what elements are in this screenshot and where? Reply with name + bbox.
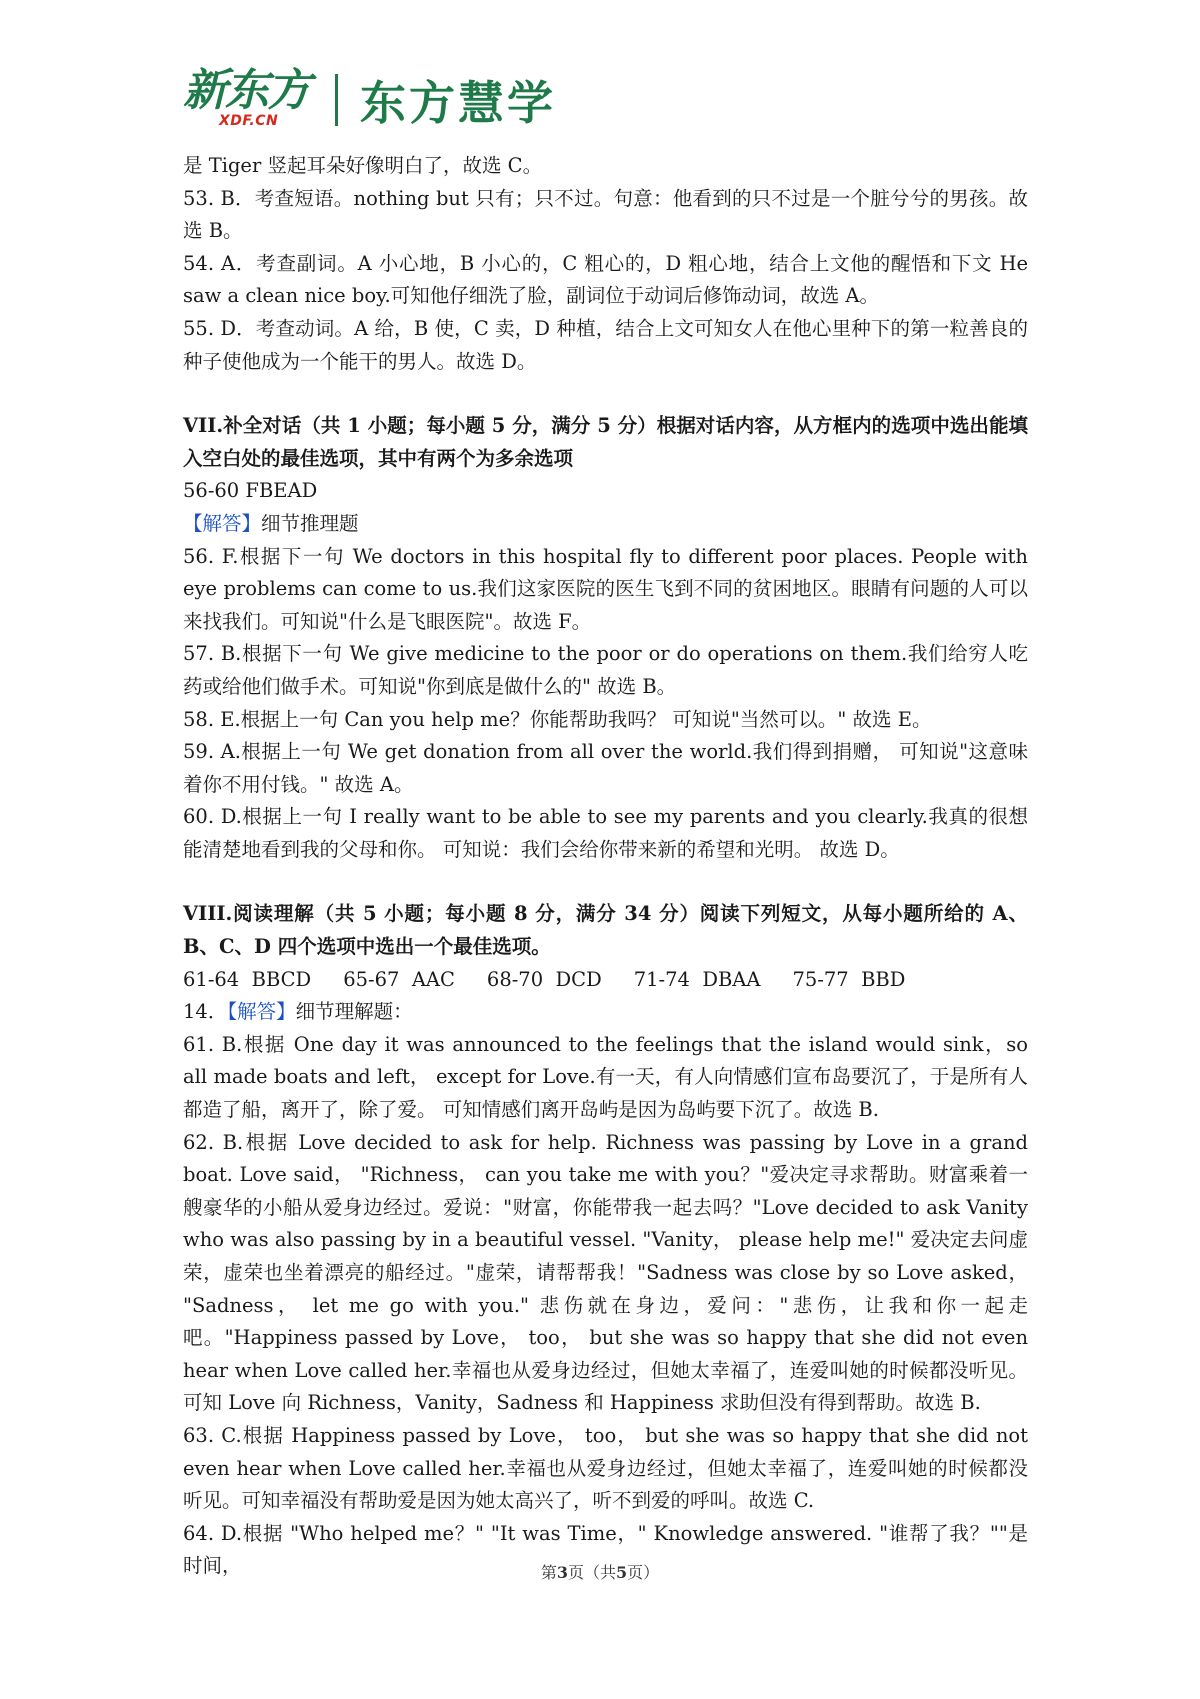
paragraph-62: 62. B.根据 Love decided to ask for help. Richness was passing by Love in a grand boat. Love said， "Richness， can you take me with you？"爱决定寻求帮助。财富乘着一艘豪华的小船从爱身边经过。爱说："财富，你能带我一起去吗？"Love decided to ask Vanity who was also passing by in a beautiful vessel. "Vanity， please help me!" 爱决定去问虚荣，虚荣也坐着漂亮的船经过。"虚荣，请帮帮我！"Sadness was close by so Love asked， "Sadness， let me go with you." 悲伤就在身边，爱问："悲伤，让我和你一起走吧。"Happiness passed by Love， too， but she was so happy that she did not even hear when Love called her.幸福也从爱身边经过，但她太幸福了，连爱叫她的时候都没听见。可知 Love 向 Richness，Vanity，Sadness 和 Happiness 求助但没有得到帮助。故选 B. bbox=[183, 1130, 1028, 1415]
answer-group: 71-74 DBAA bbox=[633, 967, 761, 991]
logo-main-text: 新东方 bbox=[183, 65, 309, 116]
paragraph-53: 53. B．考查短语。nothing but 只有；只不过。句意：他看到的只不过是一个脏兮兮的男孩。故选 B。 bbox=[183, 186, 1028, 243]
answer-group: 75-77 BBD bbox=[792, 967, 906, 991]
answer-group: 65-67 AAC bbox=[343, 967, 455, 991]
section-heading-vii: VII.补全对话（共 1 小题；每小题 5 分，满分 5 分）根据对话内容，从方框内的选项中选出能填入空白处的最佳选项，其中有两个为多余选项 bbox=[183, 414, 1028, 470]
answer-key-viii bbox=[183, 964, 1028, 997]
footer-total-pages: 5 bbox=[616, 1563, 628, 1582]
footer-suffix: 页） bbox=[627, 1563, 660, 1582]
paragraph-56: 56. F.根据下一句 We doctors in this hospital fly to different poor places. People with eye problems can come to us.我们这家医院的医生飞到不同的贫困地区。眼睛有问题的人可以来找我们。可知说"什么是飞眼医院"。故选 F。 bbox=[183, 544, 1028, 633]
footer-mid: 页（共 bbox=[567, 1563, 616, 1582]
xdf-logo bbox=[183, 65, 321, 135]
brand-logo: 东方慧学 bbox=[360, 76, 556, 130]
paragraph-59: 59. A.根据上一句 We get donation from all over the world.我们得到捐赠， 可知说"这意味着你不用付钱。" 故选 A。 bbox=[183, 740, 1028, 796]
paragraph-58: 58. E.根据上一句 Can you help me？你能帮助我吗？ 可知说"当然可以。" 故选 E。 bbox=[183, 707, 932, 731]
answer-key-vii: 56-60 FBEAD bbox=[183, 479, 318, 503]
paragraph-55: 55. D．考查动词。A 给，B 使，C 卖，D 种植，结合上文可知女人在他心里种下的第一粒善良的种子使他成为一个能干的男人。故选 D。 bbox=[183, 316, 1028, 373]
paragraph-52-continued: 是 Tiger 竖起耳朵好像明白了，故选 C。 bbox=[183, 154, 543, 177]
solution-type: 细节推理题 bbox=[261, 511, 359, 535]
paragraph-63: 63. C.根据 Happiness passed by Love， too， but she was so happy that she did not even hear when Love called her.幸福也从爱身边经过，但她太幸福了，连爱叫她的时候都没听见。可知幸福没有帮助爱是因为她太高兴了，听不到爱的呼叫。故选 C. bbox=[183, 1423, 1028, 1513]
section-heading-viii: VIII.阅读理解（共 5 小题；每小题 8 分，满分 34 分）阅读下列短文，从每小题所给的 A、B、C、D 四个选项中选出一个最佳选项。 bbox=[183, 902, 1028, 959]
solution-label-vii bbox=[183, 508, 1028, 541]
solution-label-viii bbox=[183, 996, 1028, 1029]
page-header bbox=[183, 60, 556, 140]
footer-page-number: 3 bbox=[556, 1563, 568, 1582]
paragraph-57: 57. B.根据下一句 We give medicine to the poor or do operations on them.我们给穷人吃药或给他们做手术。可知说"你到底是做什么的" 故选 B。 bbox=[183, 642, 1028, 698]
answer-group: 61-64 BBCD bbox=[183, 967, 312, 991]
spacer bbox=[183, 378, 1028, 410]
answer-group: 68-70 DCD bbox=[486, 967, 602, 991]
solution-tag: 【解答】 bbox=[227, 1000, 296, 1024]
solution-type: 细节理解题： bbox=[295, 1000, 413, 1024]
paragraph-54: 54. A．考查副词。A 小心地，B 小心的，C 粗心的，D 粗心地，结合上文他的醒悟和下文 He saw a clean nice boy.可知他仔细洗了脸，副词位于动词后修饰动词，故选 A。 bbox=[183, 251, 1028, 308]
paragraph-60: 60. D.根据上一句 I really want to be able to see my parents and you clearly.我真的很想能清楚地看到我的父母和你。 可知说：我们会给你带来新的希望和光明。 故选 D。 bbox=[183, 805, 1028, 861]
logo-sub-text: XDF.CN bbox=[219, 113, 279, 129]
solution-tag: 【解答】 bbox=[183, 511, 262, 535]
page-footer bbox=[0, 1560, 1200, 1583]
spacer bbox=[183, 866, 1028, 898]
document-body bbox=[183, 150, 1028, 1583]
solution-number: 14． bbox=[183, 1000, 228, 1024]
footer-prefix: 第 bbox=[540, 1563, 557, 1582]
paragraph-61: 61. B.根据 One day it was announced to the feelings that the island would sink，so all made boats and left， except for Love.有一天，有人向情感们宣布岛要沉了，于是所有人都造了船，离开了，除了爱。 可知情感们离开岛屿是因为岛屿要下沉了。故选 B. bbox=[183, 1032, 1028, 1122]
paragraph-64: 64. D.根据 "Who helped me？" "It was Time，" Knowledge answered. "谁帮了我？""是时间， bbox=[183, 1521, 1028, 1578]
logo-divider bbox=[335, 74, 338, 126]
